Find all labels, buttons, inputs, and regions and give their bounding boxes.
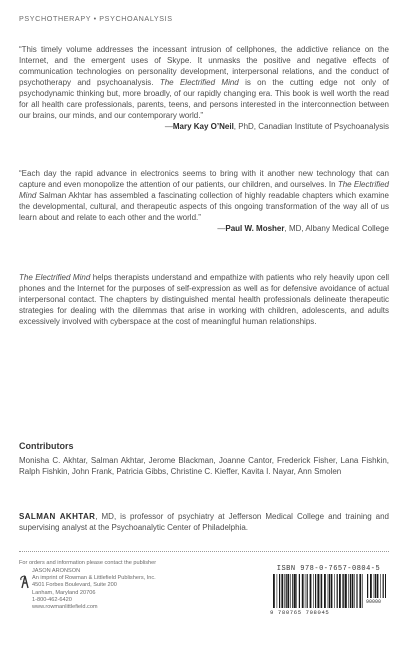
- quote-text: Salman Akhtar has assembled a fascinating collection of highly readable chapters which examine the developmental, cultural, and therapeutic aspects of this ongoing transformation of the way all of us learn about and relate to each other and the world.”: [19, 191, 389, 222]
- barcode-bar: [343, 574, 344, 608]
- barcode-bar: [287, 574, 289, 608]
- quote-affiliation: , PhD, Canadian Institute of Psychoanalysis: [233, 122, 389, 131]
- barcode-bar: [329, 574, 330, 608]
- book-description: [19, 272, 389, 327]
- barcode-bar: [324, 574, 326, 608]
- barcode-bar: [320, 574, 321, 608]
- endorsement-quote-1: [19, 44, 389, 132]
- barcode-bar: [321, 574, 322, 608]
- barcode-bar: [380, 574, 381, 598]
- barcode-bar: [302, 574, 304, 608]
- book-title-italic: The Electrified Mind: [19, 273, 91, 282]
- publisher-line: www.rowmanlittlefield.com: [32, 604, 98, 611]
- book-title-italic: The Electrified Mind: [159, 78, 239, 87]
- dotted-divider: [19, 551, 389, 552]
- isbn-barcode-block: [268, 565, 389, 617]
- contributors-heading: Contributors: [19, 441, 74, 451]
- barcode-bar: [299, 574, 300, 608]
- barcode-bar: [356, 574, 357, 608]
- endorsement-quote-2: [19, 168, 389, 234]
- barcode-bar: [350, 574, 351, 608]
- barcode-bar: [337, 574, 338, 608]
- barcode-bar: [375, 574, 376, 598]
- barcode-digits: 9 780765 708045: [270, 609, 330, 616]
- barcode-bar: [315, 574, 316, 608]
- description-text: helps therapists understand and empathize with patients who rely heavily upon cell phones and the Internet for the purposes of self-expression as well as for defensive avoidance of actual interpersonal contact. The chapters by distinguished mental health professionals delineate therapeutic strategies for dealing with the dilemmas that arise in working with children, adolescents, and adults excessively involved with cyberspace at the cost of meaningful human relationships.: [19, 273, 389, 326]
- category-label: PSYCHOTHERAPY • PSYCHOANALYSIS: [19, 14, 173, 23]
- barcode-bar: [277, 574, 278, 608]
- barcode-bar: [359, 574, 361, 608]
- barcode-bar: [374, 574, 375, 598]
- barcode-bar: [331, 574, 333, 608]
- publisher-line: JASON ARONSON: [32, 568, 81, 574]
- barcode-bar: [273, 574, 275, 608]
- barcode-bar: [385, 574, 386, 598]
- barcode-bar: [294, 574, 296, 608]
- author-bio: [19, 511, 389, 533]
- barcode-bar: [292, 574, 293, 608]
- isbn-number: ISBN 978-0-7657-0804-5: [276, 565, 381, 573]
- barcode-bar: [348, 574, 349, 608]
- publisher-address: [32, 568, 156, 611]
- barcode-bar: [352, 574, 354, 608]
- contributors-list: Monisha C. Akhtar, Salman Akhtar, Jerome Blackman, Joanne Cantor, Frederick Fisher, Lana Fishkin, Ralph Fishkin, John Frank, Patricia Gibbs, Christine C. Kieffer, Kavita I. Nayar, Ann Smolen: [19, 456, 389, 476]
- book-title-italic: The Electrified Mind: [19, 180, 390, 200]
- publisher-line: 4501 Forbes Boulevard, Suite 200: [32, 582, 117, 589]
- barcode-bar: [362, 574, 363, 608]
- barcode-bar: [334, 574, 335, 608]
- barcode-bar: [307, 574, 308, 608]
- barcode-bar: [296, 574, 297, 608]
- barcode-bar: [279, 574, 280, 608]
- barcode-bar: [342, 574, 343, 608]
- publisher-logo-icon: [19, 573, 31, 589]
- ean-barcode: [272, 574, 364, 608]
- quote-attribution: —Paul W. Mosher, MD, Albany Medical College: [217, 224, 389, 233]
- barcode-bar: [345, 574, 347, 608]
- barcode-bar: [339, 574, 341, 608]
- price-barcode: [366, 574, 386, 598]
- barcode-bar: [328, 574, 329, 608]
- quote-text: is on the cutting edge not only of psychodynamic thinking but, more broadly, of our rapidly changing era. This book is well worth the read for all health care professionals, parents, teens, and persons interested in the interconnection between our brains, our minds, and our contemporary world.”: [19, 78, 389, 120]
- publisher-line: An imprint of Rowman & Littlefield Publishers, Inc.: [32, 575, 156, 582]
- barcode-bar: [377, 574, 379, 598]
- publisher-line: 1-800-462-6420: [32, 596, 72, 603]
- author-name: SALMAN AKHTAR: [19, 512, 96, 521]
- barcode-bar: [281, 574, 283, 608]
- price-code-digits: 90000: [366, 599, 382, 605]
- quote-text: “Each day the rapid advance in electronics seems to bring with it another new technology that can capture and even monopolize the attention of our patients, our children, and ourselves. In: [19, 169, 389, 189]
- barcode-bar: [367, 574, 368, 598]
- barcode-bar: [370, 574, 372, 598]
- quote-attribution: —Mary Kay O’Neil, PhD, Canadian Institute of Psychoanalysis: [164, 122, 389, 131]
- quote-author: Mary Kay O’Neil: [172, 122, 234, 131]
- author-bio-text: , MD, is professor of psychiatry at Jefferson Medical College and training and supervising analyst at the Psychoanalytic Center of Philadelphia.: [19, 512, 389, 532]
- barcode-bar: [305, 574, 306, 608]
- barcode-bar: [310, 574, 312, 608]
- barcode-bar: [354, 574, 355, 608]
- barcode-bar: [286, 574, 287, 608]
- quote-affiliation: , MD, Albany Medical College: [284, 224, 389, 233]
- barcode-bar: [313, 574, 314, 608]
- barcode-bar: [290, 574, 291, 608]
- publisher-line: Lanham, Maryland 20706: [32, 589, 96, 596]
- quote-author: Paul W. Mosher: [225, 224, 285, 233]
- publisher-intro: For orders and information please contact the publisher: [19, 560, 157, 566]
- quote-text: “This timely volume addresses the incessant intrusion of cellphones, the addictive reliance on the Internet, and the emergent uses of Skype. It unmasks the positive and negative effects of communication technologies on personality development, interpersonal relations, and the conduct of psychotherapy and psychoanalysis.: [19, 45, 389, 87]
- barcode-bar: [284, 574, 285, 608]
- barcode-bar: [383, 574, 384, 598]
- barcode-bar: [317, 574, 319, 608]
